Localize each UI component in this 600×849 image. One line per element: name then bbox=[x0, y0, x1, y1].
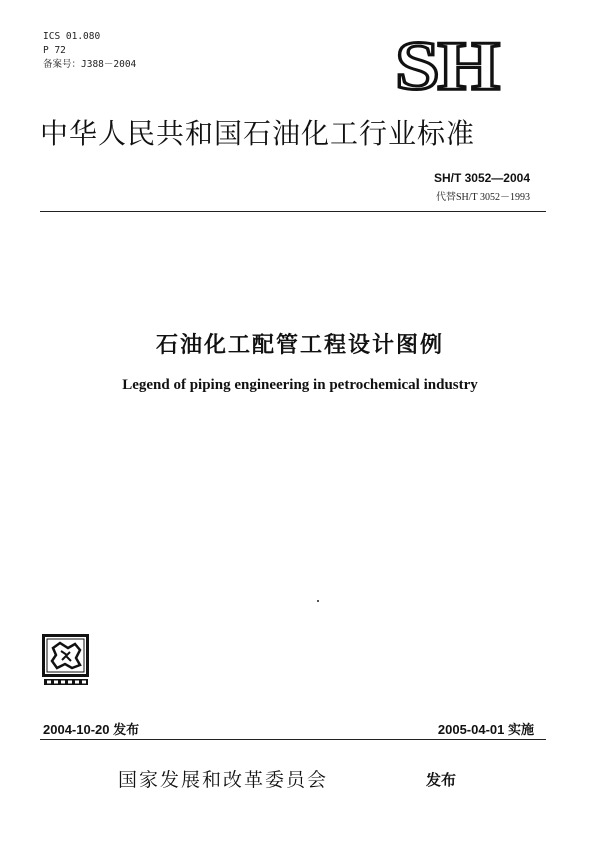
filing-number: 备案号：J388－2004 bbox=[43, 59, 137, 70]
classification-block bbox=[43, 30, 136, 72]
replaces-standard: 代替SH/T 3052－1993 bbox=[436, 192, 530, 203]
implementation-date: 2005-04-01 实施 bbox=[437, 722, 534, 737]
document-title-chinese: 石油化工配管工程设计图例 bbox=[155, 333, 444, 358]
top-divider bbox=[40, 211, 546, 212]
issue-date: 2004-10-20 发布 bbox=[43, 722, 140, 737]
publisher-verb: 发布 bbox=[426, 771, 457, 789]
scan-speck bbox=[317, 600, 319, 602]
organization-title: 中华人民共和国石油化工行业标准 bbox=[40, 117, 476, 150]
publisher-seal-icon bbox=[42, 634, 92, 688]
document-title-english: Legend of piping engineering in petrochemical industry bbox=[122, 377, 478, 393]
bottom-divider bbox=[40, 739, 546, 740]
ccs-code: P 72 bbox=[43, 45, 66, 56]
ics-code: ICS 01.080 bbox=[43, 31, 101, 42]
standard-number: SH/T 3052—2004 bbox=[433, 171, 530, 185]
sh-logo: SH bbox=[395, 28, 498, 105]
publisher-name: 国家发展和改革委员会 bbox=[118, 769, 329, 791]
